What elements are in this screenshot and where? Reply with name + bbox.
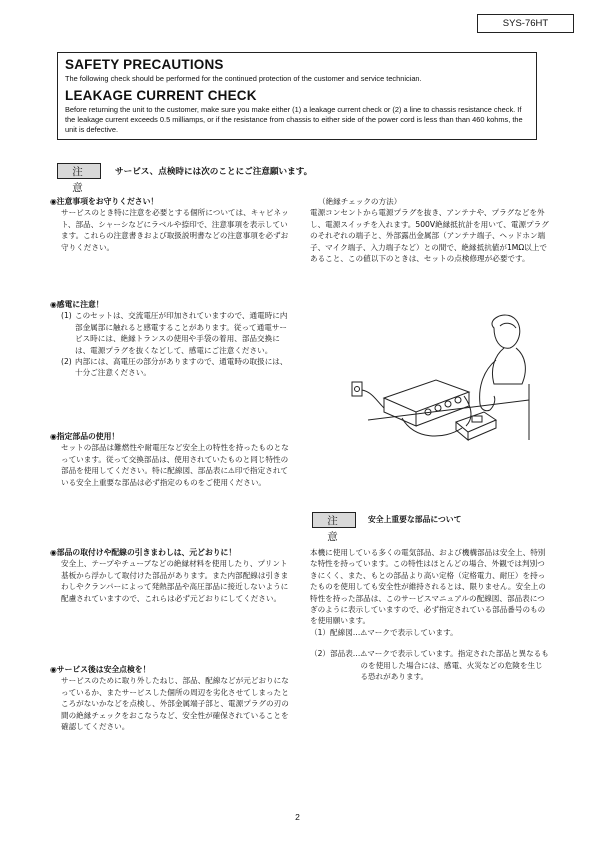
safety-subtitle: The following check should be performed for the continued protection of the customer and service technician. [65, 74, 422, 83]
item-text: このセットは、交流電圧が印加されていますので、通電時に内部金属部に触れると感電することがあります。従って通電サービス時には、絶縁トランスの使用や手袋の着用、部品交換には、電源プラグを抜くなどして、感電にご注意ください。 [75, 311, 288, 355]
notice-text: サービス、点検時には次のことにご注意願います。 [115, 166, 313, 177]
item-label: （1）配線図… [310, 627, 361, 637]
notice-label: 注 意 [57, 163, 101, 179]
item-label: （2）部品表… [310, 649, 361, 659]
list-item [310, 648, 550, 682]
section-body: セットの部品は難燃性や耐電圧など安全上の特性を持ったものとなっています。従って交換部品は、使用されていたものと同じ特性の部品を使用してください。特に配線図、部品表に⚠印で指定されている安全上重要な部品は必ず指定のものをご使用ください。 [61, 443, 289, 487]
section-safety-inspection [50, 664, 292, 732]
item-text: ⚠マークで表示しています。 [360, 627, 458, 637]
leakage-title: LEAKAGE CURRENT CHECK [65, 88, 257, 103]
item-text: 内部には、高電圧の部分がありますので、通電時の取扱には、十分ご注意ください。 [75, 357, 288, 378]
safety-title: SAFETY PRECAUTIONS [65, 57, 224, 72]
section-electric-shock [50, 299, 292, 379]
notice-text: 安全上重要な部品について [368, 515, 462, 525]
notice-label: 注 意 [312, 512, 356, 528]
item-number: (1) [61, 311, 72, 321]
section-important-parts [310, 547, 550, 682]
model-number-box [477, 14, 574, 33]
leakage-body: Before returning the unit to the customer, make sure you make either (1) a leakage current check or (2) a line to chassis resistance check. If the leakage current exceeds 0.5 milliamps, or if the resistance from chassis to either side of the power cord is less than than 460 kohms, the unit is defective. [65, 105, 523, 134]
section-body: 電源コンセントから電源プラグを抜き、アンテナや、プラグなどを外し、電源スイッチを入れます。500V絶縁抵抗計を用いて、電源プラグのそれぞれの端子と、外部露出金属部（アンテナ端子、ヘッドホン端子、マイク端子、入力端子など）との間で、絶縁抵抗値が1MΩ以上であること、この値以下のときは、セットの点検修理が必要です。 [310, 208, 549, 264]
section-body: 安全上、テープやチューブなどの絶縁材料を使用したり、プリント基板から浮かして取付けた部品があります。また内部配線は引きまわしやクランパーによって発熱部品や高圧部品に接近しないように配慮されていますので、これらは必ず元どおりにしてください。 [61, 559, 289, 603]
section-title: ◉指定部品の使用！ [50, 432, 120, 441]
section-specified-parts [50, 431, 292, 488]
model-number: SYS-76HT [502, 18, 549, 29]
technician-head [492, 315, 520, 348]
section-body: サービスのとき特に注意を必要とする個所については、キャビネット、部品、シャーシなどにラベルや捺印で、注意事項を表示しています。これらの注意書きおよび取扱説明書などの注意事項を必ずお守りください。 [61, 208, 289, 252]
section-wiring [50, 547, 292, 604]
notice-header [57, 162, 313, 194]
receiver-top [384, 380, 469, 412]
test-lead [402, 418, 462, 436]
section-title: ◉感電に注意！ [50, 300, 104, 309]
section-caution-notes [50, 196, 292, 253]
item-text: ⚠マークで表示しています。指定された部品と異なるものを使用した場合には、感電、火災などの危険を生じる恐れがあります。 [360, 649, 549, 682]
list-item [310, 627, 550, 638]
safety-precautions-box [57, 52, 537, 140]
list-item [61, 310, 292, 356]
page-number: 2 [295, 812, 300, 822]
notice-header-2 [312, 512, 552, 543]
section-body: 本機に使用している多くの電気部品、および機構部品は安全上、特別な特性を持っています。この特性はほとんどの場合、外観では判別つきにくく、また、もとの部品より高い定格（定格電力、耐圧）を持ったものを使用しても安全性が維持されるとは、限りません。安全上の特性を持った部品は、このサービスマニュアルの配線図、部品表につぎのように表示していますので、必ず指定されている部品番号のものを使用願います。 [310, 548, 546, 626]
section-insulation-check [310, 196, 550, 264]
list-item [61, 356, 292, 379]
section-title: （絶縁チェックの方法） [318, 197, 402, 206]
section-title: ◉部品の取付けや配線の引きまわしは、元どおりに！ [50, 548, 237, 557]
section-title: ◉注意事項をお守りください！ [50, 197, 159, 206]
power-cord [362, 390, 384, 408]
item-number: (2) [61, 357, 72, 367]
section-title: ◉サービス後は安全点検を！ [50, 665, 151, 674]
wall-outlet [352, 382, 362, 396]
insulation-check-illustration [344, 300, 534, 460]
section-body: サービスのために取り外したねじ、部品、配線などが元どおりになっているか、またサービスした個所の周辺を劣化させてしまったところがないかなどを点検し、外部金属端子部と、電源プラグの刃の間の絶縁チェックをおこなうなど、安全性が確保されていることを確認してください。 [61, 676, 289, 732]
